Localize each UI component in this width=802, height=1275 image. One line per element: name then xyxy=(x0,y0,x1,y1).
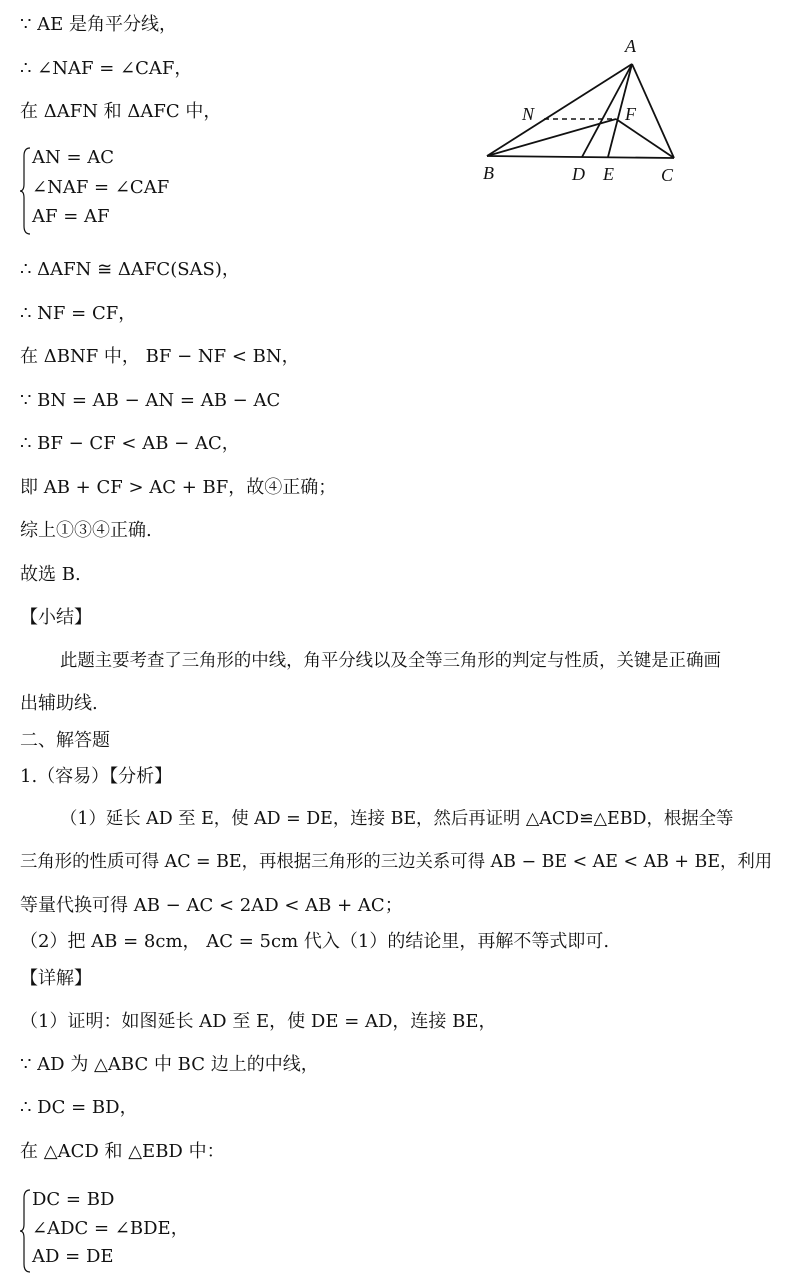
text-line: 综上①③④正确. xyxy=(20,520,152,541)
text-line: 在 ΔAFN 和 ΔAFC 中， xyxy=(20,101,222,122)
segment-bf xyxy=(487,119,616,156)
text-line: ∴ ΔAFN ≅ ΔAFC(SAS)， xyxy=(20,259,240,280)
paragraph-line: 出辅助线. xyxy=(20,693,98,714)
text-line: （1）证明：如图延长 AD 至 E，使 DE = AD，连接 BE， xyxy=(20,1011,497,1032)
section-heading: 二、解答题 xyxy=(20,730,110,751)
segment-ab xyxy=(487,64,632,156)
paragraph-line: 三角形的性质可得 AC = BE，再根据三角形的三边关系可得 AB − BE < AE < AB + BE，利用 xyxy=(20,852,773,872)
label-e: E xyxy=(603,164,614,184)
equation-line: ∠ADC = ∠BDE， xyxy=(32,1218,189,1239)
label-c: C xyxy=(661,165,674,185)
paragraph-line: 此题主要考查了三角形的中线，角平分线以及全等三角形的判定与性质，关键是正确画 xyxy=(60,651,721,671)
equation-line: AF = AF xyxy=(32,206,110,227)
section-heading: 【详解】 xyxy=(20,968,92,989)
label-d: D xyxy=(572,164,585,184)
text-line: ∵ BN = AB − AN = AB − AC xyxy=(20,390,281,411)
equation-line: DC = BD xyxy=(32,1189,115,1210)
text-line: ∴ ∠NAF = ∠CAF， xyxy=(20,58,193,79)
brace-icon xyxy=(20,146,32,236)
text-line: ∵ AD 为 △ABC 中 BC 边上的中线， xyxy=(20,1054,319,1075)
section-heading: 【小结】 xyxy=(20,607,92,628)
text-line: ∴ NF = CF， xyxy=(20,303,137,324)
equation-line: AN = AC xyxy=(32,147,115,168)
label-n: N xyxy=(522,104,535,124)
label-f: F xyxy=(625,104,636,124)
text-line: ∴ BF − CF < AB − AC， xyxy=(20,433,240,454)
triangle-figure xyxy=(470,30,700,190)
paragraph-line: 等量代换可得 AB − AC < 2AD < AB + AC； xyxy=(20,895,403,916)
question-heading: 1.（容易）【分析】 xyxy=(20,766,173,787)
brace-icon xyxy=(20,1188,32,1274)
equation-line: AD = DE xyxy=(32,1246,114,1267)
label-a: A xyxy=(625,36,636,56)
equation-line: ∠NAF = ∠CAF xyxy=(32,177,170,198)
text-line: 故选 B. xyxy=(20,564,81,585)
label-b: B xyxy=(483,163,494,183)
segment-bc xyxy=(487,156,674,158)
text-line: 在 ΔBNF 中， BF − NF < BN， xyxy=(20,346,300,367)
paragraph-line: （1）延长 AD 至 E，使 AD = DE，连接 BE，然后再证明 △ACD≌△EBD，根据全等 xyxy=(60,809,734,829)
text-line: 在 △ACD 和 △EBD 中： xyxy=(20,1141,225,1162)
text-line: ∴ DC = BD， xyxy=(20,1097,138,1118)
text-line: ∵ AE 是角平分线， xyxy=(20,14,178,35)
paragraph-line: （2）把 AB = 8cm， AC = 5cm 代入（1）的结论里，再解不等式即可. xyxy=(20,931,610,952)
text-line: 即 AB + CF > AC + BF，故④正确； xyxy=(20,477,337,498)
